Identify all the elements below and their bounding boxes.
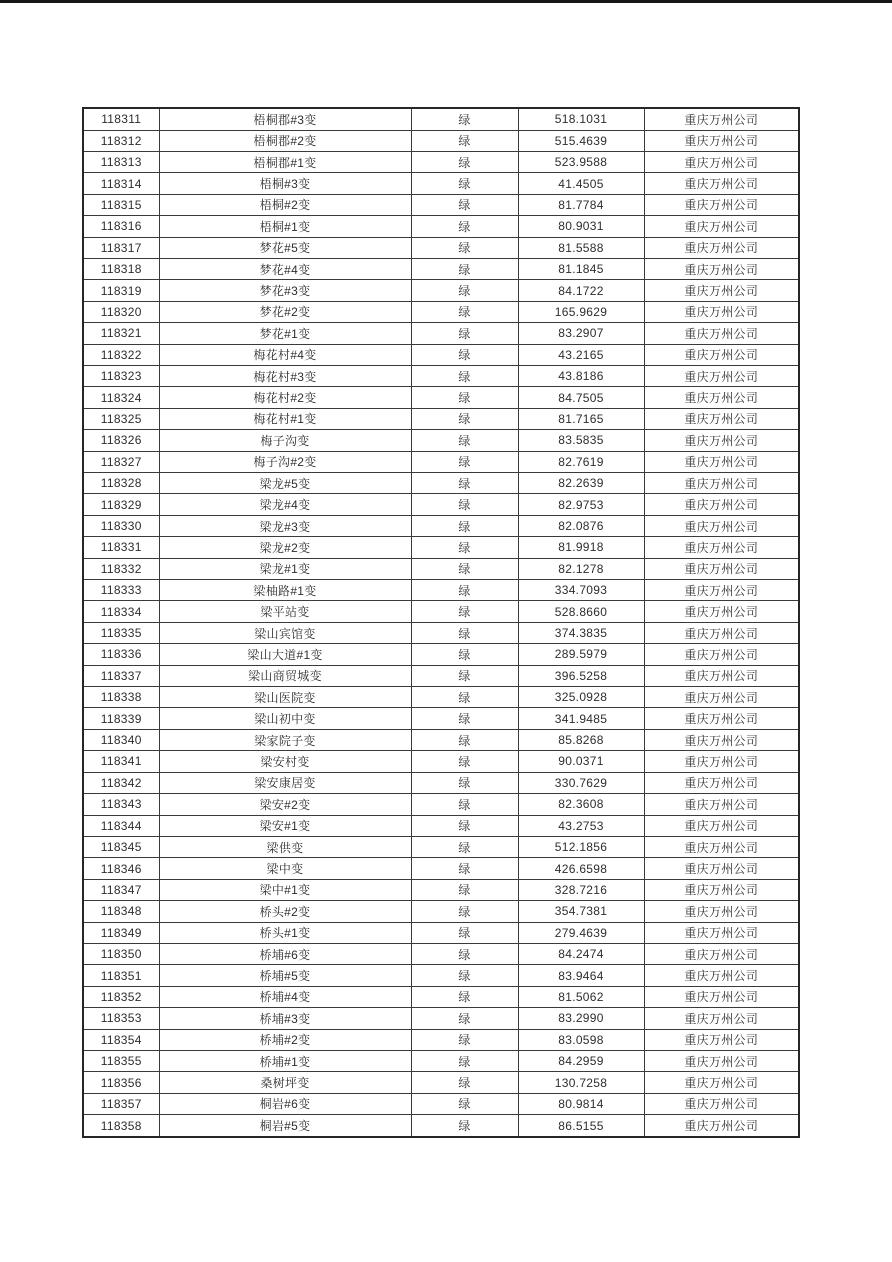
cell-company: 重庆万州公司 — [644, 301, 799, 322]
cell-id: 118347 — [83, 879, 159, 900]
cell-status: 绿 — [411, 1093, 518, 1114]
cell-id: 118353 — [83, 1008, 159, 1029]
cell-value: 84.1722 — [518, 280, 644, 301]
cell-company: 重庆万州公司 — [644, 451, 799, 472]
cell-company: 重庆万州公司 — [644, 537, 799, 558]
cell-name: 梁龙#3变 — [159, 515, 411, 536]
cell-name: 梦花#4变 — [159, 258, 411, 279]
cell-status: 绿 — [411, 216, 518, 237]
cell-status: 绿 — [411, 580, 518, 601]
cell-status: 绿 — [411, 408, 518, 429]
table-row — [83, 1072, 799, 1093]
table-row — [83, 130, 799, 151]
cell-id: 118332 — [83, 558, 159, 579]
cell-status: 绿 — [411, 858, 518, 879]
table-row — [83, 451, 799, 472]
cell-value: 518.1031 — [518, 108, 644, 130]
cell-value: 328.7216 — [518, 879, 644, 900]
cell-name: 桥头#2变 — [159, 901, 411, 922]
table-row — [83, 965, 799, 986]
cell-name: 梁中#1变 — [159, 879, 411, 900]
table-row — [83, 751, 799, 772]
cell-company: 重庆万州公司 — [644, 751, 799, 772]
table-row — [83, 237, 799, 258]
cell-status: 绿 — [411, 130, 518, 151]
cell-status: 绿 — [411, 901, 518, 922]
cell-id: 118326 — [83, 430, 159, 451]
cell-value: 81.7784 — [518, 194, 644, 215]
cell-status: 绿 — [411, 708, 518, 729]
cell-status: 绿 — [411, 494, 518, 515]
cell-name: 梁安康居变 — [159, 772, 411, 793]
table-row — [83, 794, 799, 815]
cell-id: 118351 — [83, 965, 159, 986]
cell-company: 重庆万州公司 — [644, 387, 799, 408]
cell-id: 118320 — [83, 301, 159, 322]
cell-name: 梁龙#4变 — [159, 494, 411, 515]
cell-status: 绿 — [411, 237, 518, 258]
cell-company: 重庆万州公司 — [644, 1029, 799, 1050]
cell-id: 118345 — [83, 836, 159, 857]
cell-status: 绿 — [411, 815, 518, 836]
substation-data-table — [82, 107, 800, 1138]
cell-value: 90.0371 — [518, 751, 644, 772]
cell-name: 桥埔#1变 — [159, 1050, 411, 1071]
cell-status: 绿 — [411, 280, 518, 301]
table-row — [83, 173, 799, 194]
cell-status: 绿 — [411, 943, 518, 964]
cell-id: 118318 — [83, 258, 159, 279]
cell-value: 81.5062 — [518, 986, 644, 1007]
cell-value: 334.7093 — [518, 580, 644, 601]
cell-id: 118340 — [83, 729, 159, 750]
cell-status: 绿 — [411, 1115, 518, 1137]
cell-company: 重庆万州公司 — [644, 901, 799, 922]
cell-name: 梧桐郡#1变 — [159, 151, 411, 172]
cell-id: 118337 — [83, 665, 159, 686]
cell-status: 绿 — [411, 644, 518, 665]
cell-id: 118316 — [83, 216, 159, 237]
cell-company: 重庆万州公司 — [644, 173, 799, 194]
cell-id: 118352 — [83, 986, 159, 1007]
cell-company: 重庆万州公司 — [644, 687, 799, 708]
cell-company: 重庆万州公司 — [644, 323, 799, 344]
cell-status: 绿 — [411, 537, 518, 558]
cell-company: 重庆万州公司 — [644, 986, 799, 1007]
cell-value: 396.5258 — [518, 665, 644, 686]
cell-status: 绿 — [411, 451, 518, 472]
cell-name: 梁柚路#1变 — [159, 580, 411, 601]
cell-value: 43.2165 — [518, 344, 644, 365]
cell-id: 118354 — [83, 1029, 159, 1050]
table-row — [83, 387, 799, 408]
table-body — [83, 108, 799, 1137]
table-row — [83, 151, 799, 172]
cell-value: 374.3835 — [518, 622, 644, 643]
cell-value: 84.7505 — [518, 387, 644, 408]
cell-company: 重庆万州公司 — [644, 794, 799, 815]
cell-company: 重庆万州公司 — [644, 1050, 799, 1071]
cell-name: 梦花#3变 — [159, 280, 411, 301]
table-row — [83, 687, 799, 708]
cell-value: 130.7258 — [518, 1072, 644, 1093]
cell-value: 80.9814 — [518, 1093, 644, 1114]
cell-status: 绿 — [411, 665, 518, 686]
table-row — [83, 323, 799, 344]
cell-name: 梧桐#2变 — [159, 194, 411, 215]
cell-status: 绿 — [411, 965, 518, 986]
cell-company: 重庆万州公司 — [644, 1093, 799, 1114]
cell-name: 梁山初中变 — [159, 708, 411, 729]
cell-name: 梅花村#4变 — [159, 344, 411, 365]
table-row — [83, 1008, 799, 1029]
cell-status: 绿 — [411, 344, 518, 365]
cell-company: 重庆万州公司 — [644, 708, 799, 729]
cell-company: 重庆万州公司 — [644, 365, 799, 386]
cell-name: 梧桐#3变 — [159, 173, 411, 194]
cell-name: 梁山大道#1变 — [159, 644, 411, 665]
table-row — [83, 601, 799, 622]
cell-company: 重庆万州公司 — [644, 729, 799, 750]
cell-value: 81.9918 — [518, 537, 644, 558]
cell-company: 重庆万州公司 — [644, 772, 799, 793]
table-row — [83, 879, 799, 900]
cell-company: 重庆万州公司 — [644, 665, 799, 686]
cell-company: 重庆万州公司 — [644, 815, 799, 836]
cell-status: 绿 — [411, 387, 518, 408]
cell-id: 118317 — [83, 237, 159, 258]
table-row — [83, 644, 799, 665]
cell-company: 重庆万州公司 — [644, 558, 799, 579]
table-row — [83, 943, 799, 964]
table-row — [83, 1115, 799, 1137]
cell-name: 梧桐郡#3变 — [159, 108, 411, 130]
cell-value: 325.0928 — [518, 687, 644, 708]
cell-id: 118325 — [83, 408, 159, 429]
cell-name: 梁中变 — [159, 858, 411, 879]
cell-name: 梁平站变 — [159, 601, 411, 622]
cell-company: 重庆万州公司 — [644, 108, 799, 130]
cell-name: 梧桐郡#2变 — [159, 130, 411, 151]
cell-id: 118344 — [83, 815, 159, 836]
cell-name: 梁山医院变 — [159, 687, 411, 708]
cell-id: 118358 — [83, 1115, 159, 1137]
cell-status: 绿 — [411, 558, 518, 579]
cell-status: 绿 — [411, 1008, 518, 1029]
cell-company: 重庆万州公司 — [644, 494, 799, 515]
cell-id: 118331 — [83, 537, 159, 558]
cell-name: 桥埔#5变 — [159, 965, 411, 986]
table-row — [83, 729, 799, 750]
cell-value: 43.2753 — [518, 815, 644, 836]
cell-value: 85.8268 — [518, 729, 644, 750]
cell-status: 绿 — [411, 687, 518, 708]
cell-status: 绿 — [411, 772, 518, 793]
cell-value: 279.4639 — [518, 922, 644, 943]
cell-status: 绿 — [411, 794, 518, 815]
table-row — [83, 365, 799, 386]
table-row — [83, 1029, 799, 1050]
cell-value: 82.0876 — [518, 515, 644, 536]
cell-id: 118341 — [83, 751, 159, 772]
cell-id: 118343 — [83, 794, 159, 815]
cell-value: 83.5835 — [518, 430, 644, 451]
cell-name: 梅花村#3变 — [159, 365, 411, 386]
cell-name: 梁家院子变 — [159, 729, 411, 750]
cell-name: 梁龙#1变 — [159, 558, 411, 579]
cell-company: 重庆万州公司 — [644, 1008, 799, 1029]
cell-value: 523.9588 — [518, 151, 644, 172]
cell-id: 118322 — [83, 344, 159, 365]
cell-status: 绿 — [411, 836, 518, 857]
cell-company: 重庆万州公司 — [644, 515, 799, 536]
cell-status: 绿 — [411, 601, 518, 622]
cell-status: 绿 — [411, 365, 518, 386]
cell-status: 绿 — [411, 879, 518, 900]
cell-status: 绿 — [411, 473, 518, 494]
cell-id: 118334 — [83, 601, 159, 622]
cell-company: 重庆万州公司 — [644, 237, 799, 258]
cell-company: 重庆万州公司 — [644, 922, 799, 943]
table-row — [83, 108, 799, 130]
cell-id: 118338 — [83, 687, 159, 708]
cell-status: 绿 — [411, 986, 518, 1007]
cell-company: 重庆万州公司 — [644, 879, 799, 900]
cell-value: 80.9031 — [518, 216, 644, 237]
cell-name: 桥头#1变 — [159, 922, 411, 943]
cell-name: 桥埔#4变 — [159, 986, 411, 1007]
cell-name: 梁山商贸城变 — [159, 665, 411, 686]
cell-status: 绿 — [411, 729, 518, 750]
cell-value: 83.9464 — [518, 965, 644, 986]
table-row — [83, 1050, 799, 1071]
cell-value: 81.5588 — [518, 237, 644, 258]
cell-name: 桥埔#2变 — [159, 1029, 411, 1050]
cell-value: 528.8660 — [518, 601, 644, 622]
cell-status: 绿 — [411, 922, 518, 943]
cell-value: 83.0598 — [518, 1029, 644, 1050]
cell-id: 118336 — [83, 644, 159, 665]
cell-name: 梅花村#1变 — [159, 408, 411, 429]
cell-value: 84.2474 — [518, 943, 644, 964]
cell-value: 354.7381 — [518, 901, 644, 922]
cell-value: 515.4639 — [518, 130, 644, 151]
cell-status: 绿 — [411, 194, 518, 215]
cell-company: 重庆万州公司 — [644, 151, 799, 172]
table-row — [83, 216, 799, 237]
table-row — [83, 901, 799, 922]
table-row — [83, 836, 799, 857]
cell-status: 绿 — [411, 1050, 518, 1071]
cell-value: 43.8186 — [518, 365, 644, 386]
cell-company: 重庆万州公司 — [644, 580, 799, 601]
cell-name: 梅子沟#2变 — [159, 451, 411, 472]
cell-id: 118324 — [83, 387, 159, 408]
cell-value: 165.9629 — [518, 301, 644, 322]
cell-status: 绿 — [411, 1029, 518, 1050]
cell-company: 重庆万州公司 — [644, 1115, 799, 1137]
cell-company: 重庆万州公司 — [644, 836, 799, 857]
cell-company: 重庆万州公司 — [644, 194, 799, 215]
table-row — [83, 815, 799, 836]
cell-status: 绿 — [411, 430, 518, 451]
cell-company: 重庆万州公司 — [644, 258, 799, 279]
table-row — [83, 858, 799, 879]
table-row — [83, 580, 799, 601]
table-row — [83, 258, 799, 279]
cell-name: 梦花#2变 — [159, 301, 411, 322]
table-row — [83, 986, 799, 1007]
table-row — [83, 494, 799, 515]
cell-company: 重庆万州公司 — [644, 965, 799, 986]
cell-status: 绿 — [411, 151, 518, 172]
cell-company: 重庆万州公司 — [644, 644, 799, 665]
cell-name: 梦花#5变 — [159, 237, 411, 258]
cell-id: 118356 — [83, 1072, 159, 1093]
table-row — [83, 622, 799, 643]
cell-value: 81.7165 — [518, 408, 644, 429]
cell-id: 118323 — [83, 365, 159, 386]
cell-id: 118329 — [83, 494, 159, 515]
cell-name: 梁安#2变 — [159, 794, 411, 815]
cell-value: 86.5155 — [518, 1115, 644, 1137]
cell-name: 梦花#1变 — [159, 323, 411, 344]
cell-id: 118333 — [83, 580, 159, 601]
cell-value: 82.1278 — [518, 558, 644, 579]
cell-company: 重庆万州公司 — [644, 473, 799, 494]
cell-name: 梁安村变 — [159, 751, 411, 772]
cell-id: 118314 — [83, 173, 159, 194]
cell-name: 梧桐#1变 — [159, 216, 411, 237]
cell-id: 118321 — [83, 323, 159, 344]
table-row — [83, 772, 799, 793]
table-row — [83, 194, 799, 215]
cell-id: 118335 — [83, 622, 159, 643]
cell-status: 绿 — [411, 515, 518, 536]
cell-value: 81.1845 — [518, 258, 644, 279]
cell-name: 梁龙#5变 — [159, 473, 411, 494]
cell-company: 重庆万州公司 — [644, 1072, 799, 1093]
cell-id: 118312 — [83, 130, 159, 151]
cell-id: 118346 — [83, 858, 159, 879]
cell-status: 绿 — [411, 622, 518, 643]
cell-company: 重庆万州公司 — [644, 130, 799, 151]
cell-name: 梁山宾馆变 — [159, 622, 411, 643]
table-row — [83, 537, 799, 558]
cell-value: 512.1856 — [518, 836, 644, 857]
cell-status: 绿 — [411, 258, 518, 279]
cell-id: 118349 — [83, 922, 159, 943]
cell-value: 84.2959 — [518, 1050, 644, 1071]
cell-name: 桑树坪变 — [159, 1072, 411, 1093]
cell-id: 118339 — [83, 708, 159, 729]
cell-name: 梅子沟变 — [159, 430, 411, 451]
cell-name: 梁安#1变 — [159, 815, 411, 836]
cell-id: 118319 — [83, 280, 159, 301]
cell-name: 桐岩#5变 — [159, 1115, 411, 1137]
cell-status: 绿 — [411, 301, 518, 322]
cell-company: 重庆万州公司 — [644, 344, 799, 365]
cell-status: 绿 — [411, 751, 518, 772]
cell-value: 82.3608 — [518, 794, 644, 815]
cell-value: 82.7619 — [518, 451, 644, 472]
cell-id: 118348 — [83, 901, 159, 922]
cell-name: 桥埔#3变 — [159, 1008, 411, 1029]
cell-value: 41.4505 — [518, 173, 644, 194]
cell-value: 82.9753 — [518, 494, 644, 515]
cell-status: 绿 — [411, 108, 518, 130]
page-top-edge-bar — [0, 0, 892, 3]
table-row — [83, 665, 799, 686]
cell-id: 118355 — [83, 1050, 159, 1071]
cell-company: 重庆万州公司 — [644, 622, 799, 643]
cell-company: 重庆万州公司 — [644, 430, 799, 451]
table-row — [83, 473, 799, 494]
cell-value: 426.6598 — [518, 858, 644, 879]
cell-status: 绿 — [411, 173, 518, 194]
table-row — [83, 301, 799, 322]
cell-id: 118342 — [83, 772, 159, 793]
table-row — [83, 344, 799, 365]
cell-value: 83.2907 — [518, 323, 644, 344]
cell-value: 341.9485 — [518, 708, 644, 729]
cell-company: 重庆万州公司 — [644, 216, 799, 237]
cell-status: 绿 — [411, 1072, 518, 1093]
cell-company: 重庆万州公司 — [644, 280, 799, 301]
cell-company: 重庆万州公司 — [644, 601, 799, 622]
cell-name: 桥埔#6变 — [159, 943, 411, 964]
cell-id: 118350 — [83, 943, 159, 964]
table-row — [83, 558, 799, 579]
cell-status: 绿 — [411, 323, 518, 344]
table-row — [83, 708, 799, 729]
cell-company: 重庆万州公司 — [644, 943, 799, 964]
table-row — [83, 280, 799, 301]
table-row — [83, 430, 799, 451]
cell-name: 梁供变 — [159, 836, 411, 857]
cell-value: 289.5979 — [518, 644, 644, 665]
table-row — [83, 922, 799, 943]
table-row — [83, 1093, 799, 1114]
cell-id: 118315 — [83, 194, 159, 215]
cell-id: 118357 — [83, 1093, 159, 1114]
cell-value: 82.2639 — [518, 473, 644, 494]
cell-id: 118328 — [83, 473, 159, 494]
cell-company: 重庆万州公司 — [644, 858, 799, 879]
cell-id: 118327 — [83, 451, 159, 472]
table-row — [83, 408, 799, 429]
cell-name: 梁龙#2变 — [159, 537, 411, 558]
table-row — [83, 515, 799, 536]
cell-name: 梅花村#2变 — [159, 387, 411, 408]
cell-value: 83.2990 — [518, 1008, 644, 1029]
cell-id: 118330 — [83, 515, 159, 536]
cell-id: 118311 — [83, 108, 159, 130]
cell-company: 重庆万州公司 — [644, 408, 799, 429]
cell-name: 桐岩#6变 — [159, 1093, 411, 1114]
cell-id: 118313 — [83, 151, 159, 172]
cell-value: 330.7629 — [518, 772, 644, 793]
